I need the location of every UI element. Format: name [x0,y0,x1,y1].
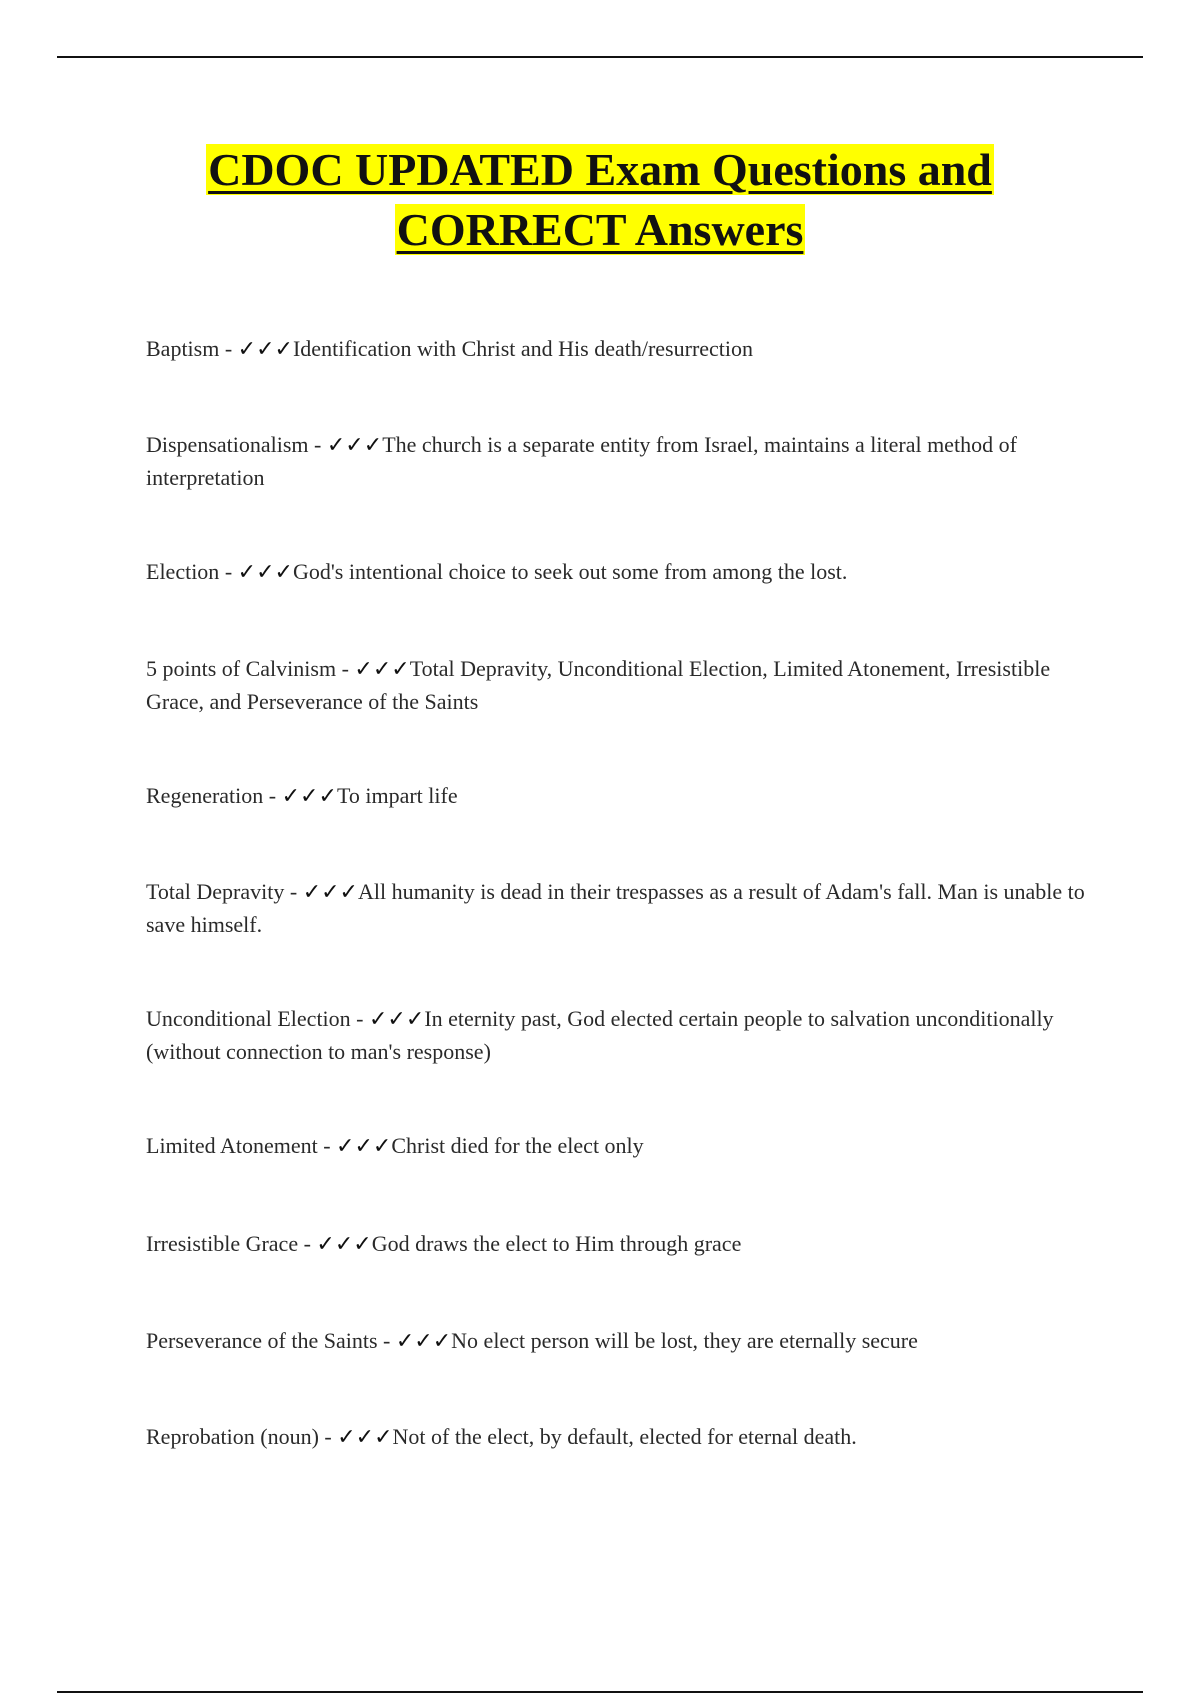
check-marks-icon: ✓✓✓ [395,1329,452,1354]
entry-term: Reprobation (noun) [146,1424,319,1449]
entry-separator: - [336,656,355,681]
qa-entry [146,1421,1086,1454]
entry-definition: No elect person will be lost, they are eternally secure [451,1328,918,1353]
entry-separator: - [318,1424,338,1449]
qa-entry [146,1003,1086,1068]
qa-entry [146,333,1086,366]
check-marks-icon: ✓✓✓ [354,657,410,682]
entry-separator: - [284,879,303,904]
entry-term: Total Depravity [146,879,285,904]
check-marks-icon: ✓✓✓ [237,337,293,362]
entry-term: Unconditional Election [146,1006,351,1031]
check-marks-icon: ✓✓✓ [237,560,293,585]
check-marks-icon: ✓✓✓ [326,433,383,458]
entry-definition: Not of the elect, by default, elected for eternal death. [392,1424,857,1449]
entry-separator: - [377,1328,396,1353]
top-rule [57,56,1143,58]
qa-entry [146,876,1086,941]
qa-entry [146,429,1086,494]
check-marks-icon: ✓✓✓ [302,880,358,905]
entry-definition: To impart life [336,783,458,808]
title-line-1: CDOC UPDATED Exam Questions and [208,144,992,195]
entry-definition: In eternity past, God elected certain people to salvation unconditionally (without connection to man's response) [146,1006,1054,1064]
entry-term: Baptism [146,336,220,361]
check-marks-icon: ✓✓✓ [281,784,337,809]
entry-separator: - [219,336,238,361]
entry-term: Election [146,559,220,584]
check-marks-icon: ✓✓✓ [336,1134,392,1159]
entry-term: Irresistible Grace [146,1231,299,1256]
entry-definition: Christ died for the elect only [391,1133,644,1158]
entry-term: 5 points of Calvinism [146,656,337,681]
entry-term: Dispensationalism [146,432,309,457]
entry-term: Limited Atonement [146,1133,318,1158]
qa-entry [146,1228,1086,1261]
entry-term: Perseverance of the Saints [146,1328,378,1353]
entry-separator: - [263,783,282,808]
entry-definition: Total Depravity, Unconditional Election, Limited Atonement, Irresistible Grace, and Perseverance of the Saints [146,656,1051,714]
qa-entry [146,556,1086,589]
entry-definition: God's intentional choice to seek out some from among the lost. [292,559,848,584]
qa-entry [146,653,1086,718]
entry-definition: All humanity is dead in their trespasses as a result of Adam's fall. Man is unable to save himself. [146,879,1085,937]
document-title [0,140,1200,260]
entry-term: Regeneration [146,783,264,808]
check-marks-icon: ✓✓✓ [337,1425,393,1450]
entry-separator: - [317,1133,337,1158]
entry-separator: - [298,1231,317,1256]
entry-definition: The church is a separate entity from Israel, maintains a literal method of interpretation [146,432,1017,490]
title-line-2: CORRECT Answers [396,204,804,255]
entry-separator: - [308,432,327,457]
qa-entry [146,1130,1086,1163]
entry-definition: Identification with Christ and His death/resurrection [292,336,754,361]
entry-separator: - [219,559,238,584]
check-marks-icon: ✓✓✓ [369,1007,425,1032]
entry-separator: - [350,1006,369,1031]
qa-entry [146,1325,1086,1358]
bottom-rule [57,1691,1143,1693]
entry-definition: God draws the elect to Him through grace [371,1231,742,1256]
qa-entry [146,780,1086,813]
check-marks-icon: ✓✓✓ [316,1232,372,1257]
